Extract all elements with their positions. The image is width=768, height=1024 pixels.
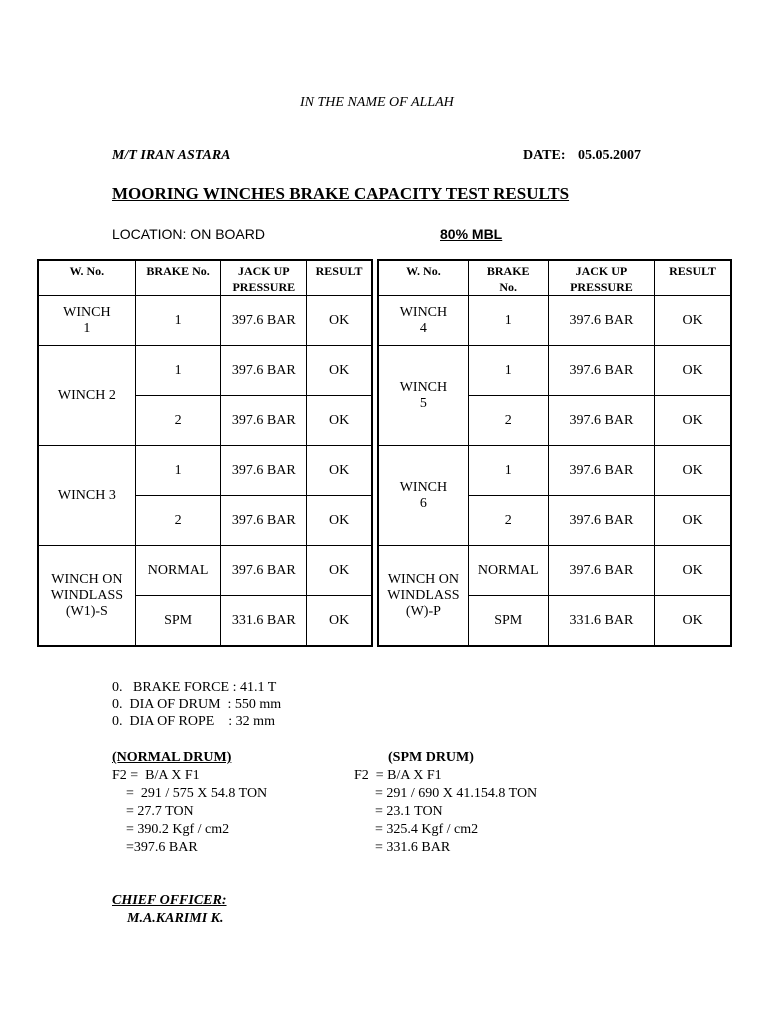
winch-label: WINCH 3 [39,446,136,546]
winch-label-line2: WINDLASS [50,587,124,603]
winch-label [379,296,469,346]
pressure: 397.6 BAR [548,346,655,396]
pressure: 397.6 BAR [221,296,307,346]
pressure: 397.6 BAR [221,496,307,546]
brake-no: 2 [135,496,221,546]
header-result: RESULT [307,261,372,296]
result: OK [655,546,731,596]
winch-label-line2: 5 [419,395,427,411]
spm-calc-line: F2 = B/A X F1 [354,768,442,783]
winch-label-line2: 6 [419,495,427,511]
normal-calc-line: = 390.2 Kgf / cm2 [112,822,230,837]
table-row [379,346,731,396]
date-value: 05.05.2007 [578,148,641,163]
header-jack-line1: JACK UP [575,264,628,278]
result: OK [655,396,731,446]
result: OK [655,596,731,646]
pressure: 397.6 BAR [221,396,307,446]
result: OK [655,296,731,346]
brake-test-table-left [38,260,372,646]
pressure: 397.6 BAR [548,446,655,496]
pressure: 397.6 BAR [221,546,307,596]
invocation: IN THE NAME OF ALLAH [300,95,454,110]
result: OK [655,446,731,496]
signature-name: M.A.KARIMI K. [127,911,224,926]
winch-label-line1: WINCH ON [387,571,459,587]
winch-label [39,296,136,346]
pressure: 397.6 BAR [548,296,655,346]
brake-no: 1 [135,296,221,346]
pressure: 331.6 BAR [221,596,307,646]
winch-label-line2: 4 [419,320,427,336]
winch-label-line1: WINCH [399,479,448,495]
winch-label-line1: WINCH [63,304,111,320]
brake-no: 1 [135,446,221,496]
pressure: 397.6 BAR [548,496,655,546]
result: OK [307,346,372,396]
header-brake-no [468,261,548,296]
table-row [39,296,372,346]
brake-no: 2 [468,396,548,446]
brake-no: SPM [468,596,548,646]
winch-label [379,546,469,646]
result: OK [307,446,372,496]
result: OK [655,346,731,396]
winch-label [39,546,136,646]
spm-calc-line: = 23.1 TON [354,804,443,819]
table-row [379,296,731,346]
winch-label-line3: (W)-P [405,603,441,619]
note-brake-force: 0. BRAKE FORCE : 41.1 T [112,680,277,695]
normal-calc-line: = 27.7 TON [112,804,194,819]
result: OK [307,496,372,546]
pressure: 331.6 BAR [548,596,655,646]
winch-label-line3: (W1)-S [65,603,108,619]
table-row [39,546,372,596]
result: OK [307,596,372,646]
spm-calc-line: = 291 / 690 X 41.154.8 TON [354,786,538,801]
table-row [379,546,731,596]
pressure: 397.6 BAR [548,546,655,596]
normal-drum-heading: (NORMAL DRUM) [112,750,232,765]
brake-no: NORMAL [135,546,221,596]
header-brake-line1: BRAKE [486,264,530,278]
mbl-label: 80% MBL [440,226,503,242]
table-row [39,446,372,496]
page-title: MOORING WINCHES BRAKE CAPACITY TEST RESULTS [112,184,570,203]
date-label: DATE: [523,148,566,163]
brake-no: NORMAL [468,546,548,596]
header-wno: W. No. [379,261,469,296]
winch-label-line2: WINDLASS [387,587,460,603]
brake-no: SPM [135,596,221,646]
header-brake-no: BRAKE No. [135,261,221,296]
winch-label-line1: WINCH ON [51,571,123,587]
brake-no: 2 [468,496,548,546]
note-dia-rope: 0. DIA OF ROPE : 32 mm [112,714,275,729]
winch-label-line1: WINCH [399,304,448,320]
header-jack-line2: PRESSURE [570,280,633,294]
result: OK [307,296,372,346]
result: OK [655,496,731,546]
result: OK [307,396,372,446]
pressure: 397.6 BAR [221,346,307,396]
header-jack-up-pressure [221,261,307,296]
winch-label [379,346,469,446]
brake-test-table-right [378,260,731,646]
winch-label [379,446,469,546]
header-jack-up-pressure [548,261,655,296]
winch-label-line1: WINCH [399,379,448,395]
table-header-row [379,261,731,296]
pressure: 397.6 BAR [548,396,655,446]
normal-calc-line: F2 = B/A X F1 [112,768,200,783]
normal-calc-line: = 291 / 575 X 54.8 TON [112,786,268,801]
table-header-row [39,261,372,296]
brake-no: 1 [468,346,548,396]
spm-calc-line: = 331.6 BAR [354,840,451,855]
note-dia-drum: 0. DIA OF DRUM : 550 mm [112,697,282,712]
header-wno: W. No. [39,261,136,296]
spm-drum-heading: (SPM DRUM) [388,750,474,765]
table-row [379,446,731,496]
spm-calc-line: = 325.4 Kgf / cm2 [354,822,479,837]
winch-label-line2: 1 [83,320,91,336]
vessel-name: M/T IRAN ASTARA [112,148,231,163]
header-jack-line1: JACK UP [237,264,290,278]
header-brake-line2: No. [499,280,518,294]
header-result: RESULT [655,261,731,296]
brake-no: 1 [135,346,221,396]
brake-no: 1 [468,296,548,346]
winch-label: WINCH 2 [39,346,136,446]
brake-no: 2 [135,396,221,446]
signature-title: CHIEF OFFICER: [112,893,227,908]
table-row [39,346,372,396]
brake-no: 1 [468,446,548,496]
header-jack-line2: PRESSURE [232,280,296,294]
result: OK [307,546,372,596]
location: LOCATION: ON BOARD [112,226,265,242]
pressure: 397.6 BAR [221,446,307,496]
normal-calc-line: =397.6 BAR [112,840,198,855]
